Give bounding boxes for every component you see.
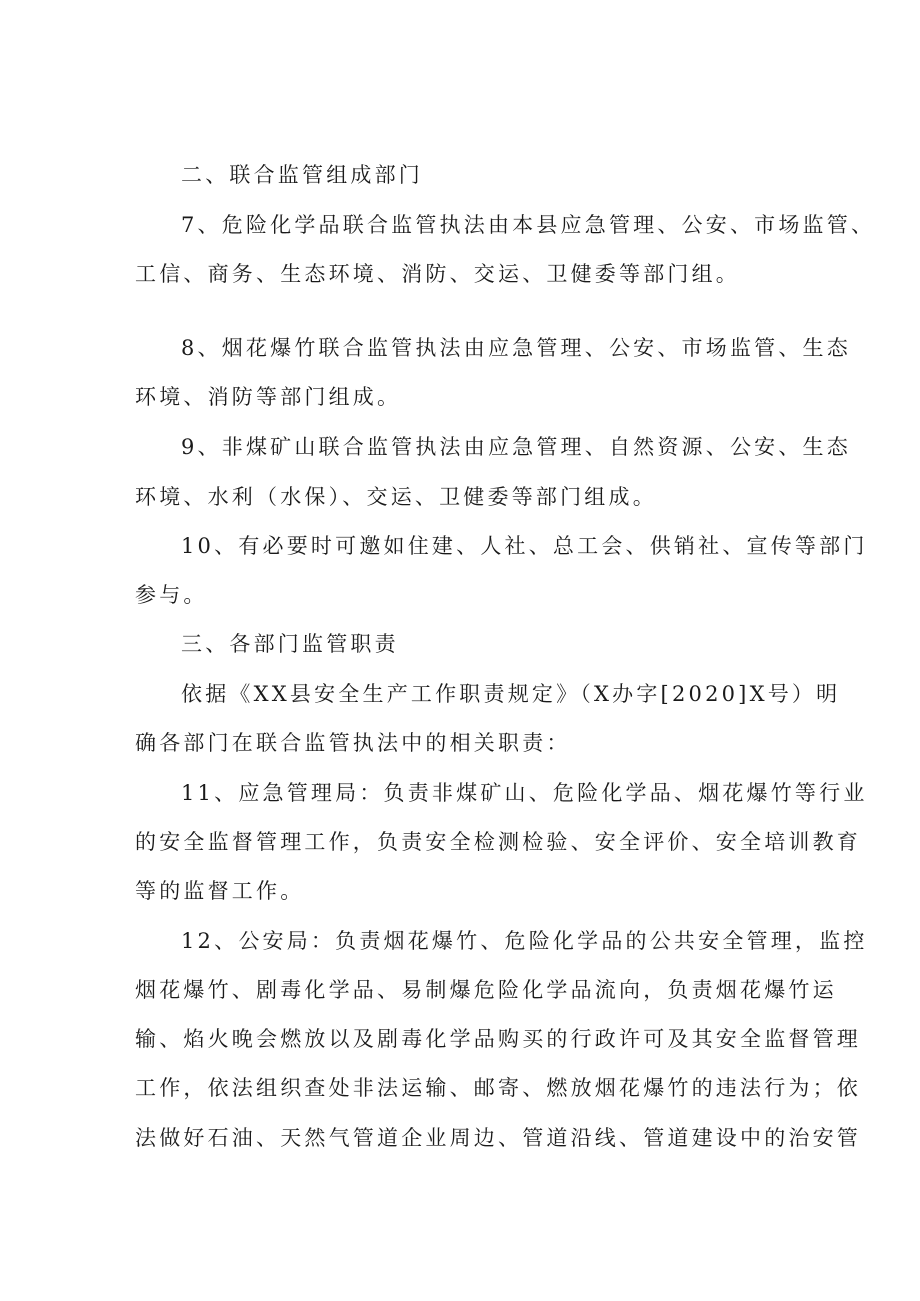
paragraph-7-line-2: 工信、商务、生态环境、消防、交运、卫健委等部门组。 [135, 262, 740, 286]
paragraph-12-line-5: 法做好石油、天然气管道企业周边、管道沿线、管道建设中的治安管 [135, 1126, 861, 1150]
intro-line-1: 依据《XX县安全生产工作职责规定》（X办字[2020]X号）明 [181, 682, 841, 706]
paragraph-11-line-2: 的安全监督管理工作，负责安全检测检验、安全评价、安全培训教育 [135, 830, 861, 854]
intro-line-2: 确各部门在联合监管执法中的相关职责： [135, 731, 571, 755]
paragraph-12-line-4: 工作，依法组织查处非法运输、邮寄、燃放烟花爆竹的违法行为；依 [135, 1076, 861, 1100]
section-heading-2: 二、联合监管组成部门 [181, 163, 423, 187]
paragraph-10-line-1: 10、有必要时可邀如住建、人社、总工会、供销社、宣传等部门 [181, 534, 868, 558]
paragraph-12-line-3: 输、焰火晚会燃放以及剧毒化学品购买的行政许可及其安全监督管理 [135, 1027, 861, 1051]
paragraph-9-line-2: 环境、水利（水保）、交运、卫健委等部门组成。 [135, 485, 657, 509]
paragraph-12-line-2: 烟花爆竹、剧毒化学品、易制爆危险化学品流向，负责烟花爆竹运 [135, 978, 837, 1002]
paragraph-9-line-1: 9、非煤矿山联合监管执法由应急管理、自然资源、公安、生态 [181, 435, 851, 459]
section-heading-3: 三、各部门监管职责 [181, 632, 399, 656]
paragraph-12-line-1: 12、公安局：负责烟花爆竹、危险化学品的公共安全管理，监控 [181, 929, 868, 953]
paragraph-8-line-2: 环境、消防等部门组成。 [135, 385, 402, 409]
paragraph-11-line-3: 等的监督工作。 [135, 879, 305, 903]
paragraph-10-line-2: 参与。 [135, 583, 208, 607]
paragraph-8-line-1: 8、烟花爆竹联合监管执法由应急管理、公安、市场监管、生态 [181, 336, 851, 360]
paragraph-11-line-1: 11、应急管理局：负责非煤矿山、危险化学品、烟花爆竹等行业 [181, 781, 868, 805]
paragraph-7-line-1: 7、危险化学品联合监管执法由本县应急管理、公安、市场监管、 [181, 213, 876, 237]
